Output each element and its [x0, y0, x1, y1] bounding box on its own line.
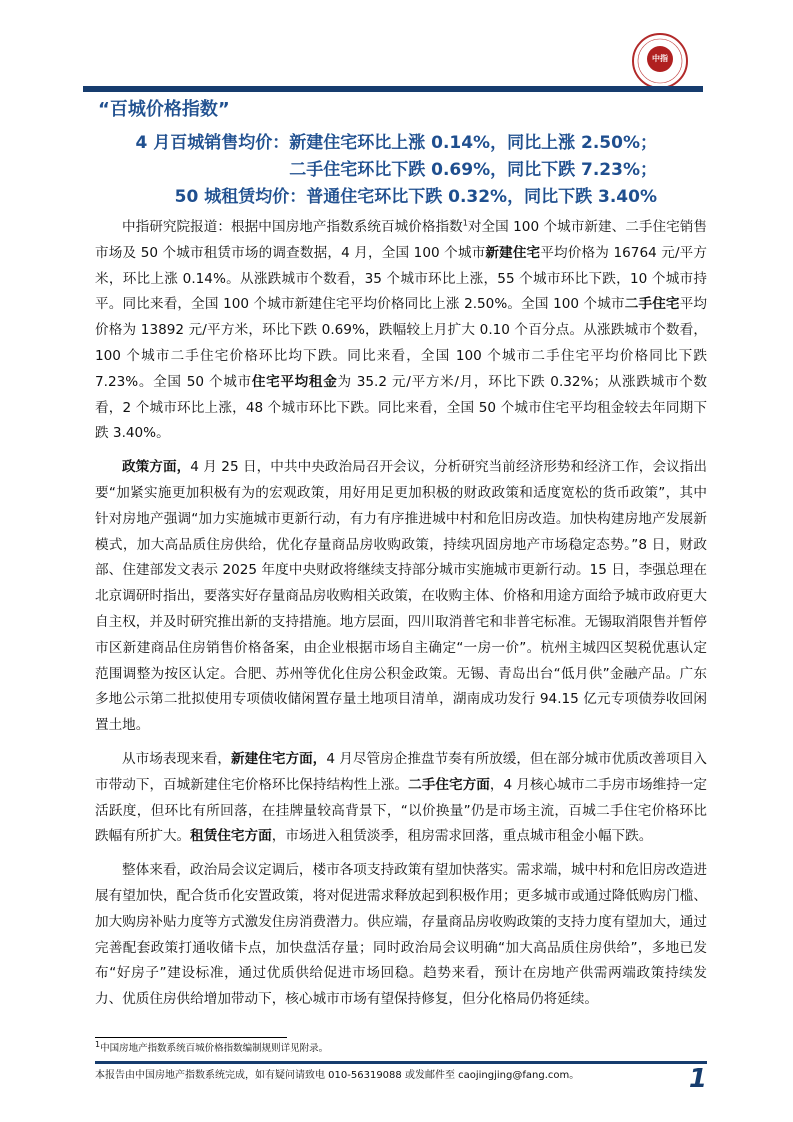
footer-contact: 本报告由中国房地产指数系统完成，如有疑问请致电 010-56319088 或发邮件至 caojingjing@fang.com。 [95, 1069, 580, 1081]
footnote-rule [95, 1037, 287, 1038]
paragraph-market: 从市场表现来看，新建住宅方面，4 月尽管房企推盘节奏有所放缓，但在部分城市优质改善项目入市带动下，百城新建住宅价格环比保持结构性上涨。二手住宅方面，4 月核心城市二手房市场维持一定活跃度，但环比有所回落，在挂牌量较高背景下，“以价换量”仍是市场主流，百城二手住宅价格环比跌幅有所扩大。租赁住宅方面，市场进入租赁淡季，租房需求回落，重点城市租金小幅下跌。 [95, 750, 708, 845]
footnote-ref: 1 [462, 218, 468, 228]
section-title: “百城价格指数” [98, 99, 230, 120]
paragraph-outlook: 整体来看，政治局会议定调后，楼市各项支持政策有望加快落实。需求端，城中村和危旧房改造进展有望加快，配合货币化安置政策，将对促进需求释放起到积极作用；更多城市或通过降低购房门槛、加大购房补贴力度等方式激发住房消费潜力。供应端，存量商品房收购政策的支持力度有望加大，通过完善配套政策打通收储卡点，加快盘活存量；同时政治局会议明确“加大高品质住房供给”，多地已发布“好房子”建设标准，通过优质供给促进市场回稳。趋势来看，预计在房地产供需两端政策持续发力、优质住房供给增加带动下，核心城市市场有望保持修复，但分化格局仍将延续。 [95, 862, 707, 1008]
headline-sales: 4 月百城销售均价：新建住宅环比上涨 0.14%，同比上涨 2.50%； [135, 133, 657, 153]
footnote: $^1$中国房地产指数系统百城价格指数编制规则详见附录。 [95, 1039, 329, 1054]
headline-secondhand: 二手住宅环比下跌 0.69%，同比下跌 7.23%； [289, 160, 657, 180]
paragraph-overview: 中指研究院报道：根据中国房地产指数系统百城价格指数$^1$对全国 100 个城市新建、二手住宅销售市场及 50 个城市租赁市场的调查数据，4 月，全国 100 个城市新建住宅平均价格为 16764 元/平方米，环比上涨 0.14%。从涨跌城市个数看，35 个城市环比上涨，55 个城市环比下跌，10 个城市持平。同比来看，全国 100 个城市新建住宅平均价格同比上涨 2.50%。全国 100 个城市二手住宅平均价格为 13892 元/平方米，环比下跌 0.69%，跌幅较上月扩大 0.10 个百分点。从涨跌城市个数看，100 个城市二手住宅价格环比均下跌。同比来看，全国 100 个城市二手住宅平均价格同比下跌 7.23%。全国 50 个城市住宅平均租金为 35.2 元/平方米/月，环比下跌 0.32%；从涨跌城市个数看，2 个城市环比上涨，48 个城市环比下跌。同比来看，全国 50 个城市住宅平均租金较去年同期下跌 3.40%。 [95, 218, 708, 442]
page-content [95, 0, 707, 1109]
page-number: 1 [688, 1063, 707, 1094]
logo-mark: 中指 [647, 46, 673, 72]
footer [95, 1061, 707, 1099]
headline-rental: 50 城租赁均价：普通住宅环比下跌 0.32%，同比下跌 3.40% [174, 187, 657, 207]
paragraph-policy: 政策方面，4 月 25 日，中共中央政治局召开会议，分析研究当前经济形势和经济工作，会议指出要“加紧实施更加积极有为的宏观政策，用好用足更加积极的财政政策和适度宽松的货币政策”，其中针对房地产强调“加力实施城市更新行动，有力有序推进城中村和危旧房改造。加快构建房地产发展新模式，加大高品质住房供给，优化存量商品房收购政策，持续巩固房地产市场稳定态势。”8 日，财政部、住建部发文表示 2025 年度中央财政将继续支持部分城市实施城市更新行动。15 日，李强总理在北京调研时指出，要落实好存量商品房收购相关政策，在收购主体、价格和用途方面给予城市政府更大自主权，并及时研究推出新的支持措施。地方层面，四川取消普宅和非普宅标准。无锡取消限售并暂停市区新建商品住房销售价格备案，由企业根据市场自主确定“一房一价”。杭州主城四区契税优惠认定范围调整为按区认定。合肥、苏州等优化住房公积金政策。无锡、青岛出台“低月供”金融产品。广东多地公示第二批拟使用专项债收储闲置存量土地项目清单，湖南成功发行 94.15 亿元专项债券收回闲置土地。 [95, 459, 707, 734]
